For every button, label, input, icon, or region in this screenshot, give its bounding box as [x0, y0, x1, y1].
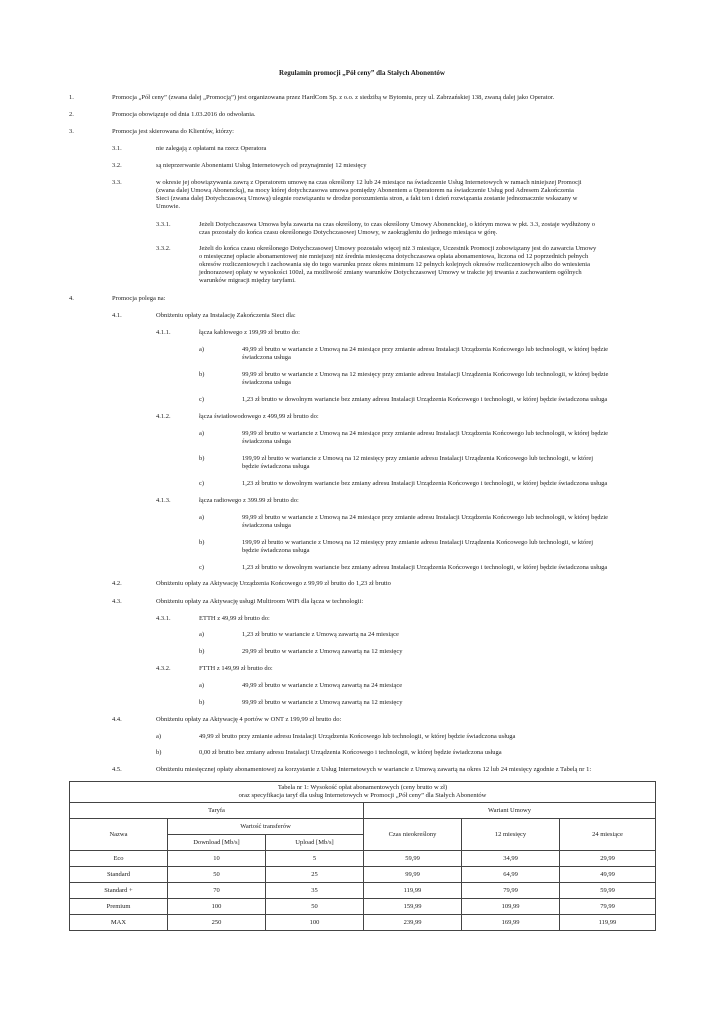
- cell-price-12: 109,99: [462, 899, 560, 915]
- clause-text: Jeżeli do końca czasu określonego Dotychczasowej Umowy pozostało więcej niż 3 miesiące, Uczestnik Promocji zobowiązany jest do zawarcia Umowy: [199, 245, 597, 252]
- list-item-text: 199,99 zł brutto w wariancie z Umową na 12 miesięcy przy zmianie adresu Instalacji Urządzenia Końcowego lub technologii, w której: [242, 455, 594, 462]
- header-nazwa: Nazwa: [70, 819, 168, 851]
- list-item-text: świadczona usługa: [242, 354, 291, 361]
- header-24-months: 24 miesiące: [560, 819, 656, 851]
- cell-price-24: 59,99: [560, 883, 656, 899]
- clause-number: 4.1.1.: [156, 329, 171, 336]
- list-item-text: będzie świadczona usługa: [242, 463, 310, 470]
- subsection-number: 4.5.: [112, 766, 122, 773]
- list-item-letter: c): [199, 396, 205, 403]
- subsection-text: nie zalegają z opłatami na rzecz Operatora: [156, 145, 267, 152]
- clause-text: warunków migracji między taryfami.: [199, 277, 296, 284]
- cell-download: 70: [168, 883, 266, 899]
- subsection-text: Sieci (zwana dalej Dotychczasową Umową) ulegnie rozwiązaniu w drodze porozumienia stron, a fakt ten i dzień rozwiązania zostanie jednoznacznie wskazany w: [156, 195, 578, 202]
- section-text: Promocja polega na:: [112, 295, 166, 302]
- subsection-number: 4.2.: [112, 580, 122, 587]
- cell-price-12: 169,99: [462, 915, 560, 931]
- subsection-text: w okresie jej obowiązywania zawrą z Operatorem umowę na czas określony 12 lub 24 miesiące na świadczenie Usług Internetowych w ramach niniejszej Promocji: [156, 179, 582, 186]
- list-item-letter: b): [199, 699, 205, 706]
- subsection-number: 4.4.: [112, 716, 122, 723]
- cell-price-nieokr: 159,99: [364, 899, 462, 915]
- cell-upload: 50: [266, 899, 364, 915]
- cell-name: Eco: [70, 851, 168, 867]
- cell-price-nieokr: 59,99: [364, 851, 462, 867]
- list-item-letter: b): [199, 648, 205, 655]
- table-row: [70, 851, 656, 867]
- table-caption: [70, 782, 656, 803]
- header-download: Download [Mb/s]: [168, 835, 266, 851]
- list-item-text: 1,23 zł brutto w dowolnym wariancie bez zmiany adresu Instalacji Urządzenia Końcowego i technologii, w której będzie świadczona usługa: [242, 396, 608, 403]
- cell-upload: 35: [266, 883, 364, 899]
- subsection-number: 3.1.: [112, 145, 122, 152]
- list-item-text: 99,99 zł brutto w wariancie z Umową zawartą na 12 miesięcy: [242, 699, 403, 706]
- clause-text: łącza radiowego z 399.99 zł brutto do:: [199, 497, 299, 504]
- subsection-number: 3.2.: [112, 162, 122, 169]
- table-row: [70, 883, 656, 899]
- clause-text: czas pozostały do końca czasu określonego Dotychczasowej Umowy, w zaokrągleniu do jednego miesiąca w górę.: [199, 229, 498, 236]
- page-title: Regulamin promocji „Pół ceny” dla Stałych Abonentów: [279, 69, 445, 77]
- clause-text: ETTH z 49,99 zł brutto do:: [199, 615, 270, 622]
- list-item-letter: a): [199, 514, 205, 521]
- clause-text: o miesięcznej opłacie abonamentowej nie mniejszej niż średnia miesięczna dotychczasowa opłata abonamentowa, liczona od 12 poprzednich pełnych: [199, 253, 589, 260]
- clause-number: 3.3.2.: [156, 245, 171, 252]
- cell-upload: 5: [266, 851, 364, 867]
- clause-number: 4.3.1.: [156, 615, 171, 622]
- clause-text: FTTH z 149,99 zł brutto do:: [199, 665, 273, 672]
- list-item-text: świadczona usługa: [242, 379, 291, 386]
- list-item-text: 1,23 zł brutto w wariancie z Umową zawartą na 24 miesiące: [242, 631, 399, 638]
- cell-download: 100: [168, 899, 266, 915]
- cell-price-24: 29,99: [560, 851, 656, 867]
- clause-number: 4.1.2.: [156, 413, 171, 420]
- clause-text: jednorazowej opłaty w wysokości 100zł, za możliwość zmiany warunków Dotychczasowej Umowy w trakcie jej trwania z zachowaniem ogólnych: [199, 269, 582, 276]
- list-item-text: 99,99 zł brutto w wariancie z Umową na 12 miesięcy przy zmianie adresu Instalacji Urządzenia Końcowego lub technologii, w której będzie: [242, 371, 609, 378]
- section-text: Promocja jest skierowana do Klientów, którzy:: [112, 128, 234, 135]
- list-item-text: 49,99 zł brutto w wariancie z Umową na 24 miesiące przy zmianie adresu Instalacji Urządzenia Końcowego lub technologii, w której będzie: [242, 346, 609, 353]
- section-number: 3.: [69, 128, 74, 135]
- header-taryfa: Taryfa: [70, 803, 364, 819]
- header-wariant: Wariant Umowy: [364, 803, 656, 819]
- subsection-text: Obniżeniu opłaty za Aktywację Urządzenia Końcowego z 99,99 zł brutto do 1,23 zł brutto: [156, 580, 391, 587]
- table-row: [70, 899, 656, 915]
- list-item-text: świadczona usługa: [242, 522, 291, 529]
- clause-text: Jeżeli Dotychczasowa Umowa była zawarta na czas określony, to czas określony Umowy Abonenckiej, o którym mowa w pkt. 3.3, zostaje wydłużony o: [199, 221, 595, 228]
- subsection-text: Obniżeniu opłaty za Aktywację 4 portów w ONT z 199,99 zł brutto do:: [156, 716, 342, 723]
- clause-number: 4.1.3.: [156, 497, 171, 504]
- cell-upload: 25: [266, 867, 364, 883]
- cell-name: Standard +: [70, 883, 168, 899]
- subsection-text: Obniżeniu miesięcznej opłaty abonamentowej za korzystanie z Usług Internetowych w wariancie z Umową zawartą na okres 12 lub 24 miesięcy zgodnie z Tabelą nr 1:: [156, 766, 592, 773]
- cell-price-24: 79,99: [560, 899, 656, 915]
- section-number: 1.: [69, 94, 74, 101]
- section-text: Promocja obowiązuje od dnia 1.03.2016 do odwołania.: [112, 111, 256, 118]
- clause-text: łącza światłowodowego z 499,99 zł brutto do:: [199, 413, 319, 420]
- list-item-letter: b): [199, 539, 205, 546]
- cell-price-nieokr: 99,99: [364, 867, 462, 883]
- list-item-text: 49,99 zł brutto w wariancie z Umową zawartą na 24 miesiące: [242, 682, 403, 689]
- subsection-text: (zwana dalej Umową Abonencką), na mocy której dotychczasowa umowa pomiędzy Abonentem a Operatorem na świadczenie Usług pod Adresem Zakończenia: [156, 187, 574, 194]
- cell-download: 50: [168, 867, 266, 883]
- table-caption-line: Tabela nr 1: Wysokość opłat abonamentowych (ceny brutto w zł): [277, 784, 448, 791]
- list-item-letter: a): [199, 631, 205, 638]
- cell-name: Standard: [70, 867, 168, 883]
- subsection-text: Obniżeniu opłaty za Instalację Zakończenia Sieci dla:: [156, 312, 296, 319]
- header-nieokreslony: Czas nieokreślony: [364, 819, 462, 851]
- header-12-months: 12 miesięcy: [462, 819, 560, 851]
- cell-price-nieokr: 119,99: [364, 883, 462, 899]
- header-transfer: Wartość transferów: [168, 819, 364, 835]
- list-item-text: 99,99 zł brutto w wariancie z Umową na 24 miesiące przy zmianie adresu Instalacji Urządzenia Końcowego lub technologii, w której będzie: [242, 514, 609, 521]
- subsection-number: 4.1.: [112, 312, 122, 319]
- section-number: 2.: [69, 111, 74, 118]
- list-item-letter: b): [199, 455, 205, 462]
- list-item-text: świadczona usługa: [242, 438, 291, 445]
- cell-name: Premium: [70, 899, 168, 915]
- cell-price-24: 119,99: [560, 915, 656, 931]
- cell-name: MAX: [70, 915, 168, 931]
- cell-price-24: 49,99: [560, 867, 656, 883]
- clause-text: okresów rozliczeniowych i zachowania się do tego warunku przez okres minimum 12 pełnych kolejnych okresów rozliczeniowych albo do wniesienia: [199, 261, 590, 268]
- cell-download: 250: [168, 915, 266, 931]
- list-item-text: 199,99 zł brutto w wariancie z Umową na 12 miesięcy przy zmianie adresu Instalacji Urządzenia Końcowego lub technologii, w której: [242, 539, 594, 546]
- tariff-table: [69, 781, 656, 931]
- list-item-text: 29,99 zł brutto w wariancie z Umową zawartą na 12 miesięcy: [242, 648, 403, 655]
- subsection-number: 4.3.: [112, 598, 122, 605]
- section-text: Promocja „Pół ceny” (zwana dalej „Promocją”) jest organizowana przez HardCom Sp. z o.o. z siedzibą w Bytomiu, przy ul. Zabrzańskiej 138, zwaną dalej jako Operator.: [112, 94, 555, 101]
- subsection-number: 3.3.: [112, 179, 122, 186]
- cell-download: 10: [168, 851, 266, 867]
- list-item-text: 1,23 zł brutto w dowolnym wariancie bez zmiany adresu Instalacji Urządzenia Końcowego i technologii, w której będzie świadczona usługa: [242, 480, 608, 487]
- subsection-text: Umowie.: [156, 203, 181, 210]
- clause-number: 3.3.1.: [156, 221, 171, 228]
- table-caption-line: oraz specyfikacja taryf dla usług Internetowych w Promocji „Pół ceny” dla Stałych Abonentów: [238, 792, 487, 799]
- cell-price-12: 79,99: [462, 883, 560, 899]
- list-item-letter: a): [199, 682, 205, 689]
- cell-upload: 100: [266, 915, 364, 931]
- list-item-text: 49,99 zł brutto przy zmianie adresu Instalacji Urządzenia Końcowego lub technologii, w której będzie świadczona usługa: [199, 733, 516, 740]
- list-item-letter: c): [199, 480, 205, 487]
- subsection-text: są nieprzerwanie Abonentami Usług Internetowych od przynajmniej 12 miesięcy: [156, 162, 367, 169]
- list-item-text: 0,00 zł brutto bez zmiany adresu Instalacji Urządzenia Końcowego i technologii, w której będzie świadczona usługa: [199, 749, 502, 756]
- list-item-letter: b): [199, 371, 205, 378]
- clause-number: 4.3.2.: [156, 665, 171, 672]
- header-upload: Upload [Mb/s]: [266, 835, 364, 851]
- list-item-letter: b): [156, 749, 162, 756]
- cell-price-12: 64,99: [462, 867, 560, 883]
- section-number: 4.: [69, 295, 74, 302]
- list-item-letter: a): [199, 430, 205, 437]
- table-row: [70, 867, 656, 883]
- cell-price-12: 34,99: [462, 851, 560, 867]
- cell-price-nieokr: 239,99: [364, 915, 462, 931]
- clause-text: łącza kablowego z 199,99 zł brutto do:: [199, 329, 300, 336]
- list-item-text: 99,99 zł brutto w wariancie z Umową na 24 miesiące przy zmianie adresu Instalacji Urządzenia Końcowego lub technologii, w której będzie: [242, 430, 609, 437]
- list-item-letter: a): [156, 733, 162, 740]
- subsection-text: Obniżeniu opłaty za Aktywację usługi Multiroom WiFi dla łącza w technologii:: [156, 598, 364, 605]
- list-item-letter: a): [199, 346, 205, 353]
- list-item-text: 1,23 zł brutto w dowolnym wariancie bez zmiany adresu Instalacji Urządzenia Końcowego i technologii, w której będzie świadczona usługa: [242, 564, 608, 571]
- list-item-letter: c): [199, 564, 205, 571]
- table-row: [70, 915, 656, 931]
- list-item-text: będzie świadczona usługa: [242, 547, 310, 554]
